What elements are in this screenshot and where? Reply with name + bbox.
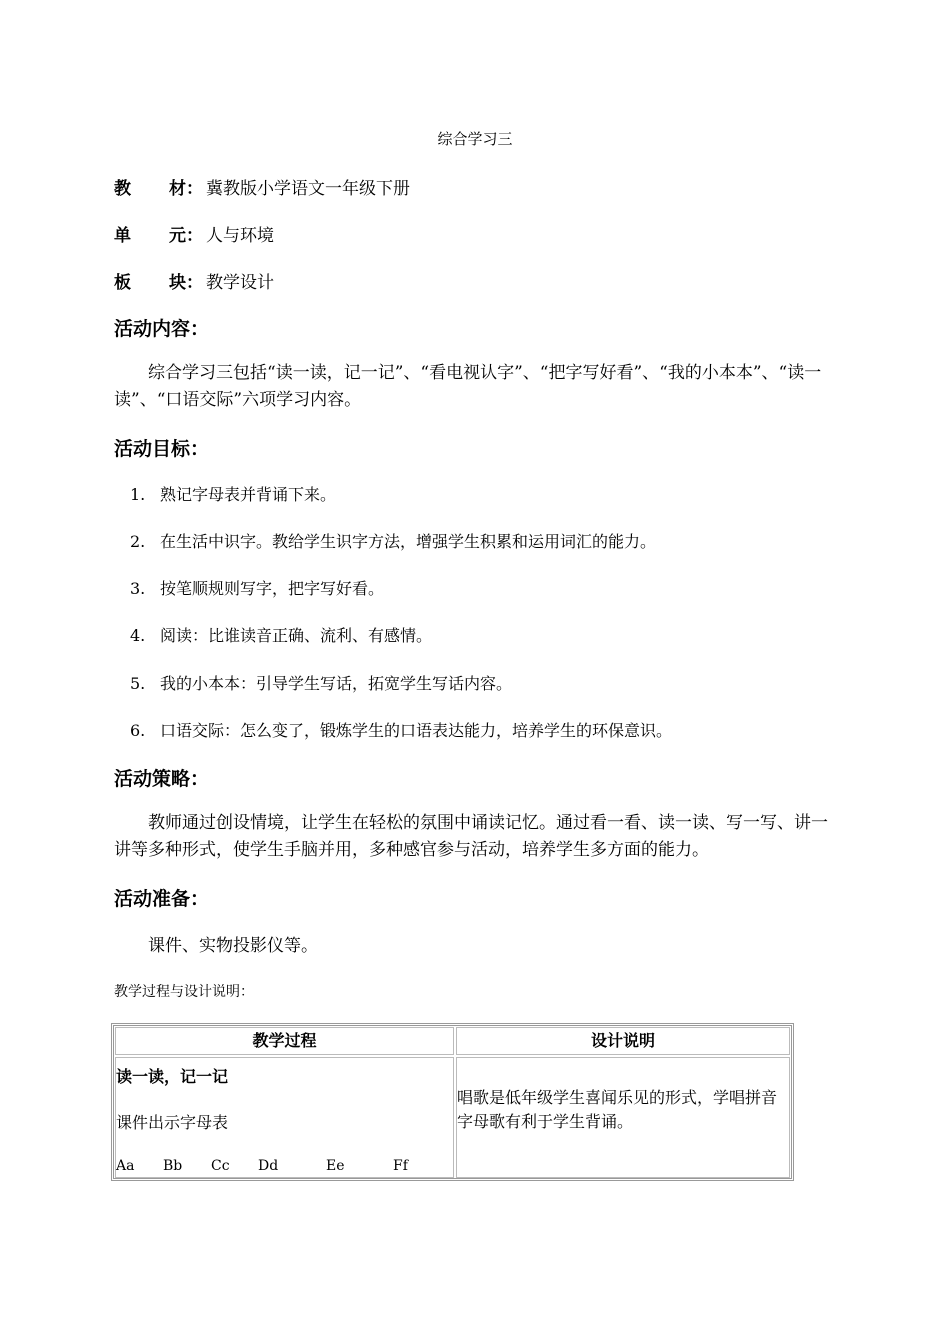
letter-item: Cc bbox=[211, 1158, 230, 1174]
table-header-process: 教学过程 bbox=[115, 1027, 454, 1055]
goal-item: 3. 按笔顺规则写字，把字写好看。 bbox=[130, 579, 385, 598]
content-paragraph: 综合学习三包括“读一读，记一记”、“看电视认字”、“把字写好看”、“我的小本本”、“读一读”、“口语交际”六项学习内容。 bbox=[114, 363, 822, 410]
goals-heading: 活动目标： bbox=[114, 438, 210, 460]
table-cell-notes bbox=[456, 1057, 790, 1178]
goal-item: 1. 熟记字母表并背诵下来。 bbox=[130, 485, 337, 504]
content-heading: 活动内容： bbox=[114, 318, 210, 340]
letter-item: Ff bbox=[393, 1158, 408, 1174]
strategy-heading: 活动策略： bbox=[114, 768, 210, 790]
goal-item: 4. 阅读：比谁读音正确、流利、有感情。 bbox=[130, 626, 433, 645]
page-title: 综合学习三 bbox=[437, 130, 513, 148]
meta-unit bbox=[114, 221, 274, 246]
process-label: 教学过程与设计说明： bbox=[114, 984, 254, 1000]
prep-heading: 活动准备： bbox=[114, 888, 210, 910]
strategy-paragraph: 教师通过创设情境，让学生在轻松的氛围中诵读记忆。通过看一看、读一读、写一写、讲一讲等多种形式，使学生手脑并用，多种感官参与活动，培养学生多方面的能力。 bbox=[114, 813, 828, 860]
letter-item: Dd bbox=[258, 1158, 279, 1174]
meta-key: 教 材： bbox=[114, 179, 203, 199]
design-note: 唱歌是低年级学生喜闻乐见的形式，学唱拼音字母歌有利于学生背诵。 bbox=[457, 1088, 778, 1131]
letter-item: Aa bbox=[116, 1158, 135, 1174]
meta-key: 板 块： bbox=[114, 273, 203, 293]
meta-value: 冀教版小学语文一年级下册 bbox=[206, 179, 410, 199]
prep-paragraph: 课件、实物投影仪等。 bbox=[148, 936, 318, 956]
letter-item: Ee bbox=[326, 1158, 345, 1174]
goal-item: 2. 在生活中识字。教给学生识字方法，增强学生积累和运用词汇的能力。 bbox=[130, 532, 657, 551]
meta-textbook bbox=[114, 174, 410, 199]
meta-value: 教学设计 bbox=[206, 273, 274, 293]
meta-section bbox=[114, 268, 274, 293]
row-title: 读一读，记一记 bbox=[116, 1067, 229, 1086]
meta-value: 人与环境 bbox=[206, 226, 274, 246]
table-header-notes: 设计说明 bbox=[456, 1027, 790, 1055]
letter-item: Bb bbox=[163, 1158, 183, 1174]
meta-key: 单 元： bbox=[114, 226, 203, 246]
goal-item: 6. 口语交际：怎么变了，锻炼学生的口语表达能力，培养学生的环保意识。 bbox=[130, 721, 673, 740]
process-table bbox=[111, 1023, 794, 1181]
goal-item: 5. 我的小本本：引导学生写话，拓宽学生写话内容。 bbox=[130, 674, 513, 693]
row-subtitle: 课件出示字母表 bbox=[116, 1113, 229, 1132]
table-cell-process bbox=[115, 1057, 454, 1178]
